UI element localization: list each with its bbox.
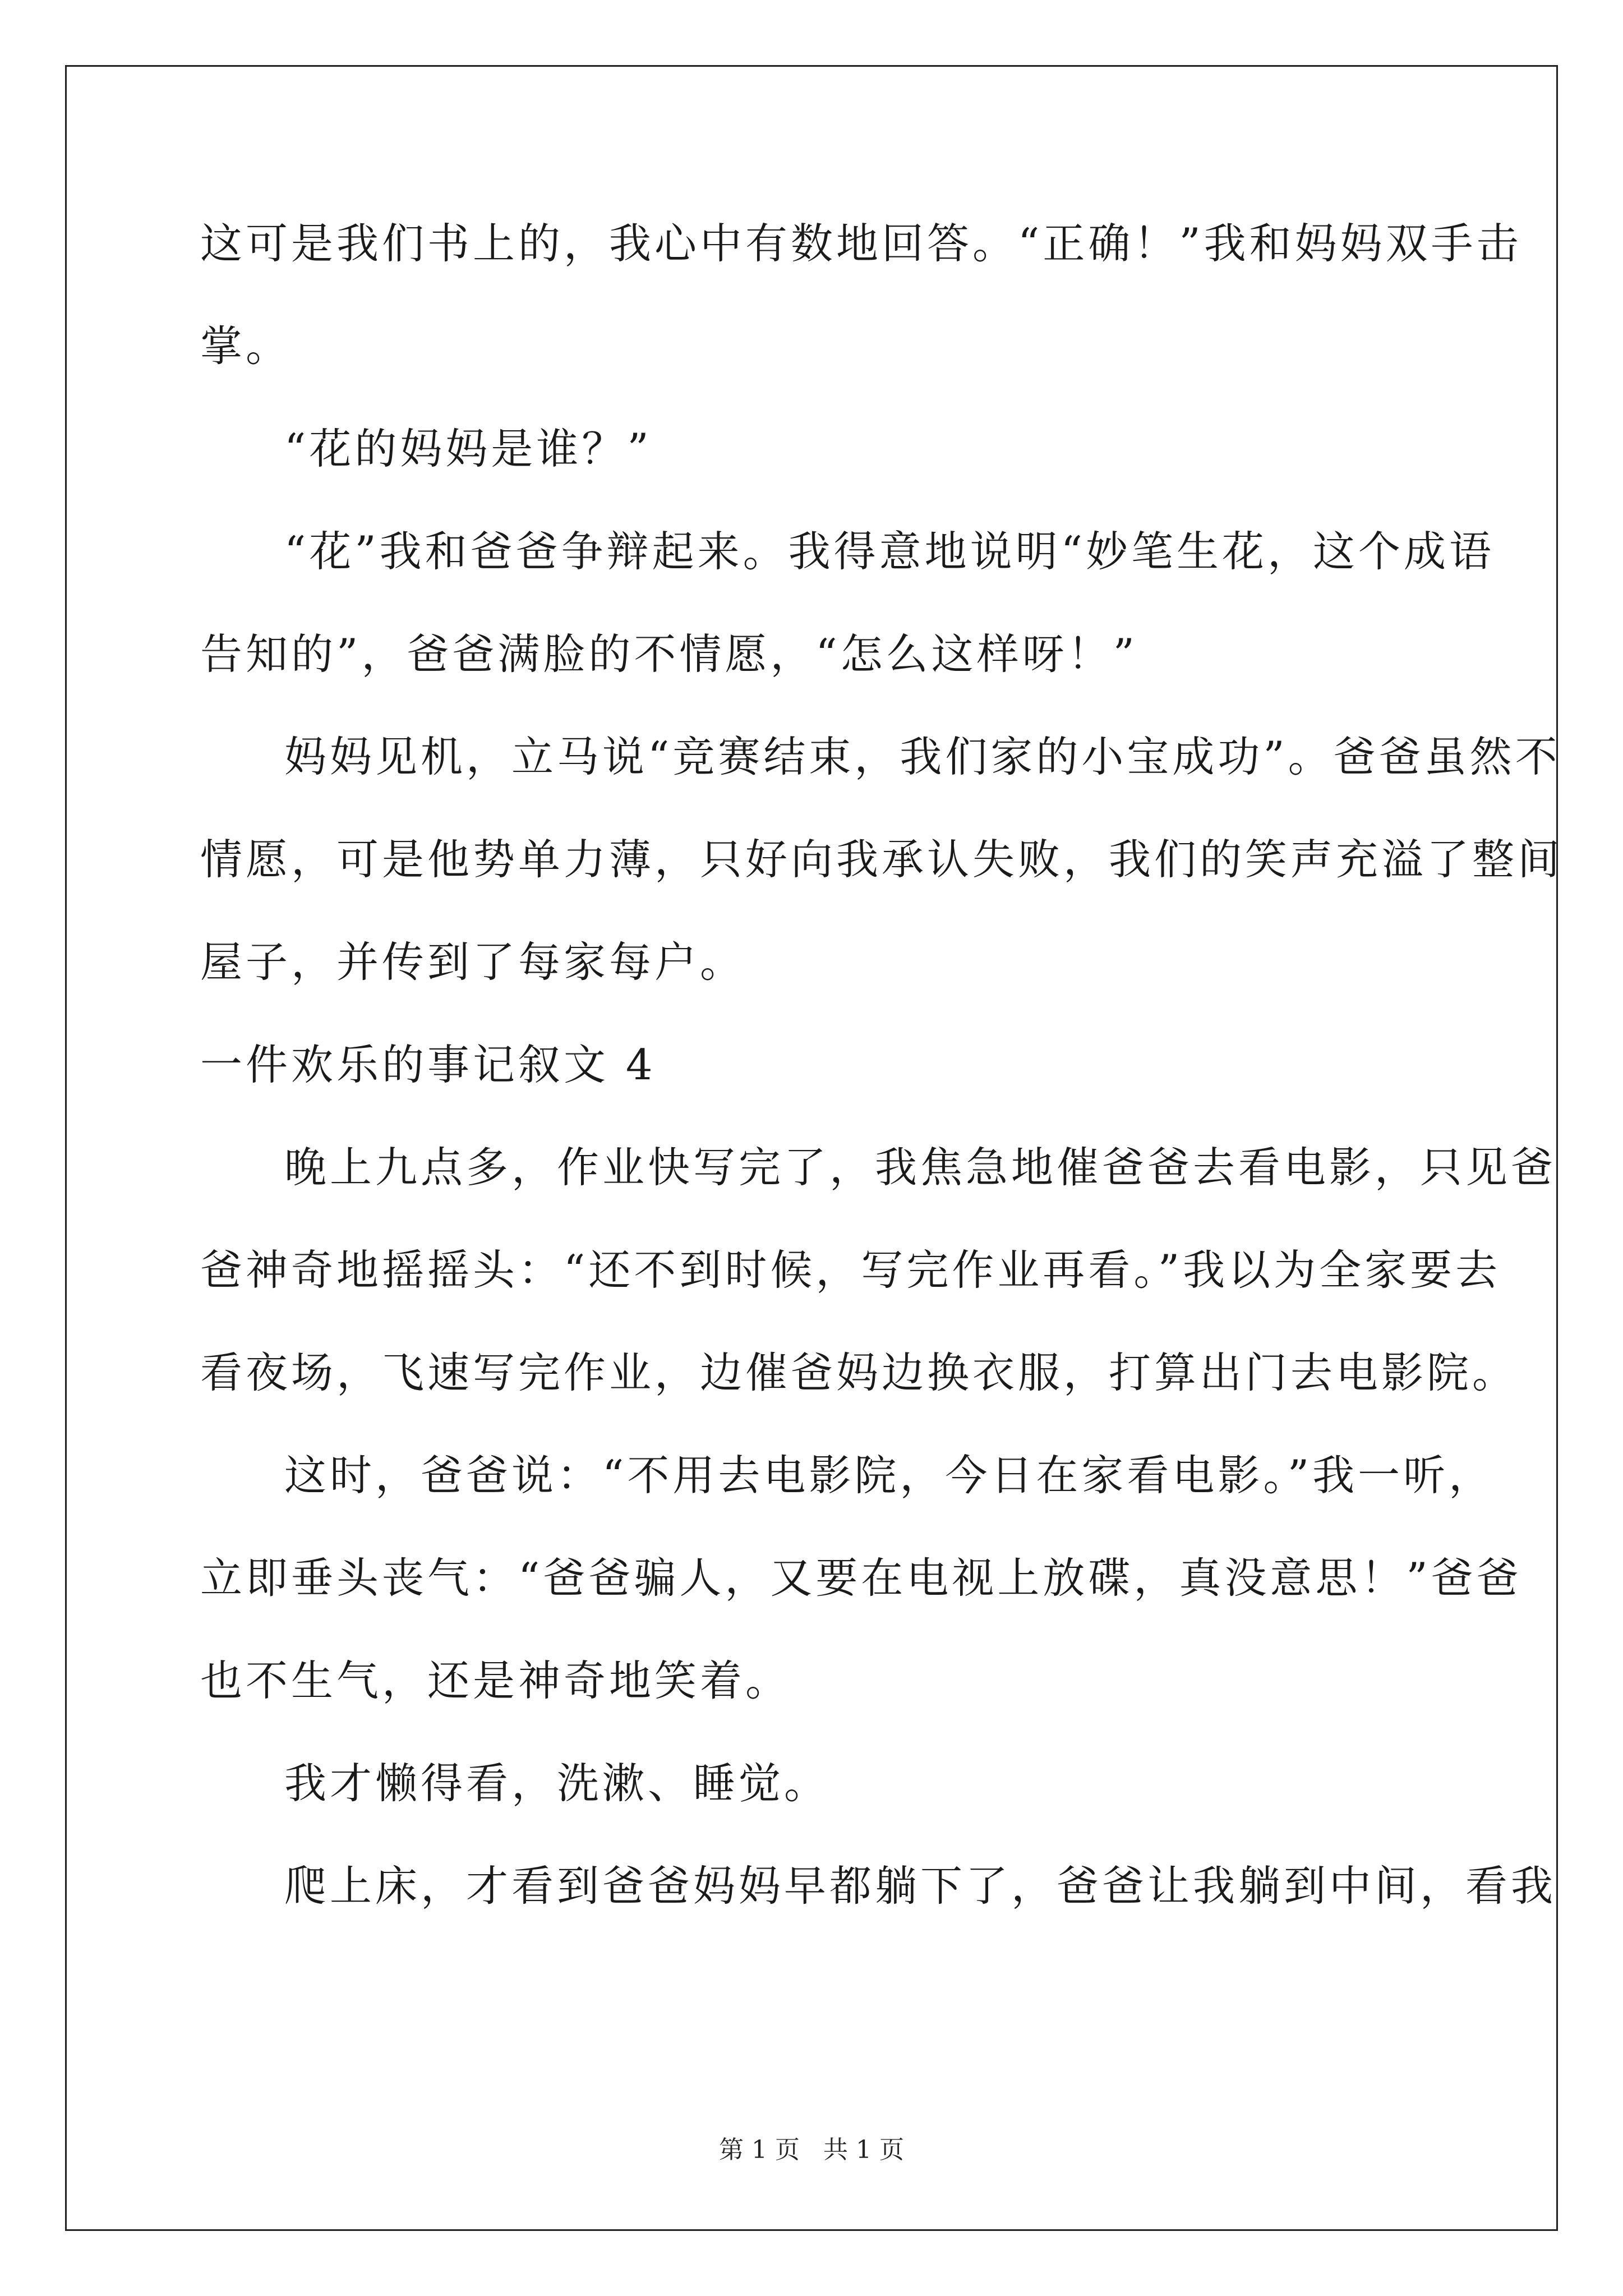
text-line: 晚上九点多，作业快写完了，我焦急地催爸爸去看电影，只见爸 bbox=[284, 1143, 1557, 1192]
text-line: 这可是我们书上的，我心中有数地回答。“正确！”我和妈妈双手击 bbox=[200, 219, 1522, 268]
text-line: 立即垂头丧气：“爸爸骗人，又要在电视上放碟，真没意思！”爸爸 bbox=[200, 1553, 1522, 1603]
text-line: 爸神奇地摇摇头：“还不到时候，写完作业再看。”我以为全家要去 bbox=[200, 1245, 1501, 1295]
text-line: 情愿，可是他势单力薄，只好向我承认失败，我们的笑声充溢了整间 bbox=[200, 835, 1564, 884]
text-line: 屋子，并传到了每家每户。 bbox=[200, 937, 746, 987]
page-number-footer: 第 1 页 共 1 页 bbox=[719, 2136, 904, 2164]
text-line: “花的妈妈是谁？” bbox=[284, 424, 652, 473]
text-line: 我才懒得看，洗漱、睡觉。 bbox=[284, 1759, 830, 1808]
text-line: 告知的”，爸爸满脸的不情愿，“怎么这样呀！” bbox=[200, 629, 1138, 679]
text-line: 掌。 bbox=[200, 321, 292, 371]
text-line: 这时，爸爸说：“不用去电影院，今日在家看电影。”我一听， bbox=[284, 1451, 1495, 1500]
text-line: 妈妈见机，立马说“竞赛结束，我们家的小宝成功”。爸爸虽然不 bbox=[284, 732, 1561, 781]
section-heading: 一件欢乐的事记叙文 4 bbox=[200, 1040, 656, 1089]
text-line: 也不生气，还是神奇地笑着。 bbox=[200, 1656, 791, 1705]
text-line: 看夜场，飞速写完作业，边催爸妈边换衣服，打算出门去电影院。 bbox=[200, 1348, 1518, 1397]
text-line: 爬上床，才看到爸爸妈妈早都躺下了，爸爸让我躺到中间，看我 bbox=[284, 1861, 1557, 1911]
text-line: “花”我和爸爸争辩起来。我得意地说明“妙笔生花，这个成语 bbox=[284, 527, 1495, 576]
